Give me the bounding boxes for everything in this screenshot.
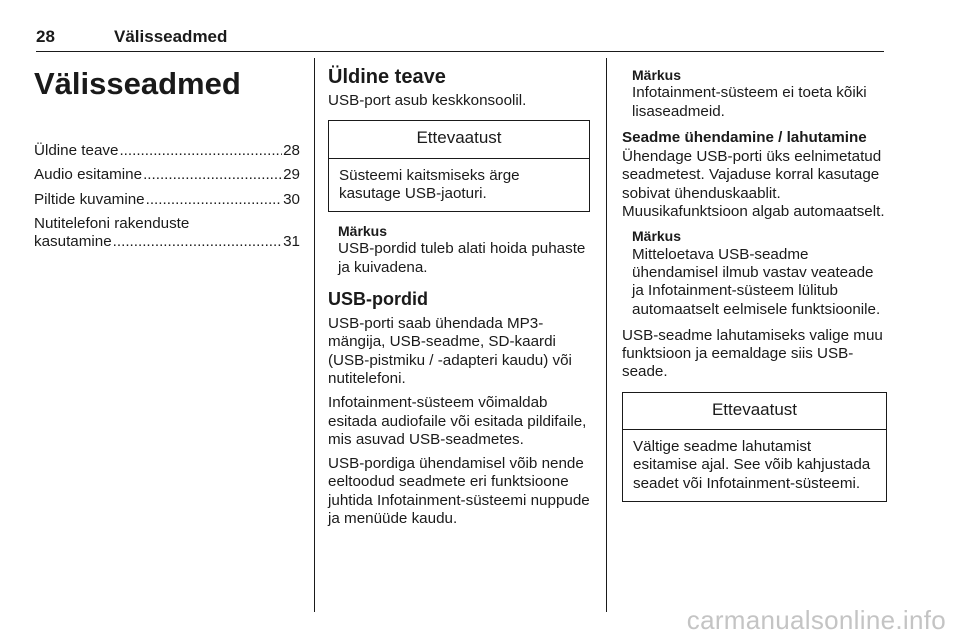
paragraph: USB-pordiga ühendamisel võib nende eeltoodud seadmete eri funktsioone juhtida Infotainment-süsteemi nuppude ja menüüde kaudu. — [328, 455, 590, 528]
page-number: 28 — [36, 27, 55, 46]
paragraph: USB-seadme lahutamiseks valige muu funktsioon ja eemaldage siis USB-seade. — [622, 326, 883, 381]
note-heading: Märkus — [632, 228, 682, 245]
paragraph: USB-porti saab ühendada MP3-mängija, USB-seadme, SD-kaardi (USB-pistmiku / -adapteri kaudu) või nutitelefoni. — [328, 315, 572, 387]
toc-leader — [146, 191, 283, 209]
chapter-title: Välisseadmed — [34, 66, 241, 101]
toc-leader — [113, 233, 282, 251]
watermark: carmanualsonline.info — [686, 605, 946, 635]
toc-page: 28 — [283, 142, 300, 159]
column-divider-2 — [606, 58, 607, 612]
note-text: USB-pordid tuleb alati hoida puhaste ja kuivadena. — [338, 240, 586, 276]
column-divider-1 — [314, 58, 315, 612]
toc-leader — [143, 166, 282, 184]
caution-heading: Ettevaatust — [329, 121, 589, 158]
intro-text: USB-port asub keskkonsoolil. — [328, 92, 527, 109]
toc-page: 31 — [283, 233, 300, 251]
toc-page: 30 — [283, 190, 300, 208]
note-block — [622, 227, 887, 318]
note-text: Infotainment-süsteem ei toeta kõiki lisaseadmeid. — [632, 84, 867, 120]
header-title: Välisseadmed — [114, 27, 228, 46]
toc-label: Audio esitamine — [34, 166, 143, 184]
section-title: Üldine teave — [328, 66, 446, 88]
toc-label-line2: kasutamine — [34, 233, 112, 251]
paragraph: Ühendage USB-porti üks eelnimetatud seadmetest. Vajaduse korral kasutage sobivat ühenduskaablit. Muusikafunktsioon algab automaatselt. — [622, 148, 885, 221]
toc-entry[interactable] — [34, 142, 300, 160]
note-heading: Märkus — [632, 67, 682, 83]
caution-text: Süsteemi kaitsmiseks ärge kasutage USB-jaoturi. — [339, 166, 520, 202]
paragraph: Infotainment-süsteem võimaldab esitada audiofaile või esitada pildifaile, mis asuvad USB-seadmetes. — [328, 394, 587, 448]
toc-entry[interactable] — [34, 215, 300, 252]
toc-page: 29 — [283, 166, 300, 184]
note-text: Mitteloetava USB-seadme ühendamisel ilmub vastav veateade ja Infotainment-süsteem lülitub automaatselt eelmisele funktsioonile. — [632, 245, 881, 318]
note-block — [328, 222, 590, 277]
subsection-title: USB-pordid — [328, 289, 428, 310]
toc-entry[interactable] — [34, 191, 300, 209]
toc-label-line1: Nutitelefoni rakenduste — [34, 214, 190, 232]
toc-label: Üldine teave — [34, 142, 119, 159]
toc-entry[interactable] — [34, 166, 300, 184]
toc-leader — [119, 142, 282, 160]
toc-label: Piltide kuvamine — [34, 190, 145, 208]
note-block — [622, 66, 887, 121]
caution-heading: Ettevaatust — [623, 393, 886, 430]
subheading: Seadme ühendamine / lahutamine — [622, 128, 867, 146]
column-3 — [622, 60, 887, 512]
note-heading: Märkus — [338, 223, 388, 240]
caution-box — [622, 392, 887, 502]
column-1 — [34, 60, 300, 257]
column-2 — [328, 60, 590, 534]
caution-box — [328, 120, 590, 212]
caution-text: Vältige seadme lahutamist esitamise ajal. See võib kahjustada seadet või Infotainment-süsteemi. — [633, 438, 871, 492]
page-header — [36, 27, 884, 52]
